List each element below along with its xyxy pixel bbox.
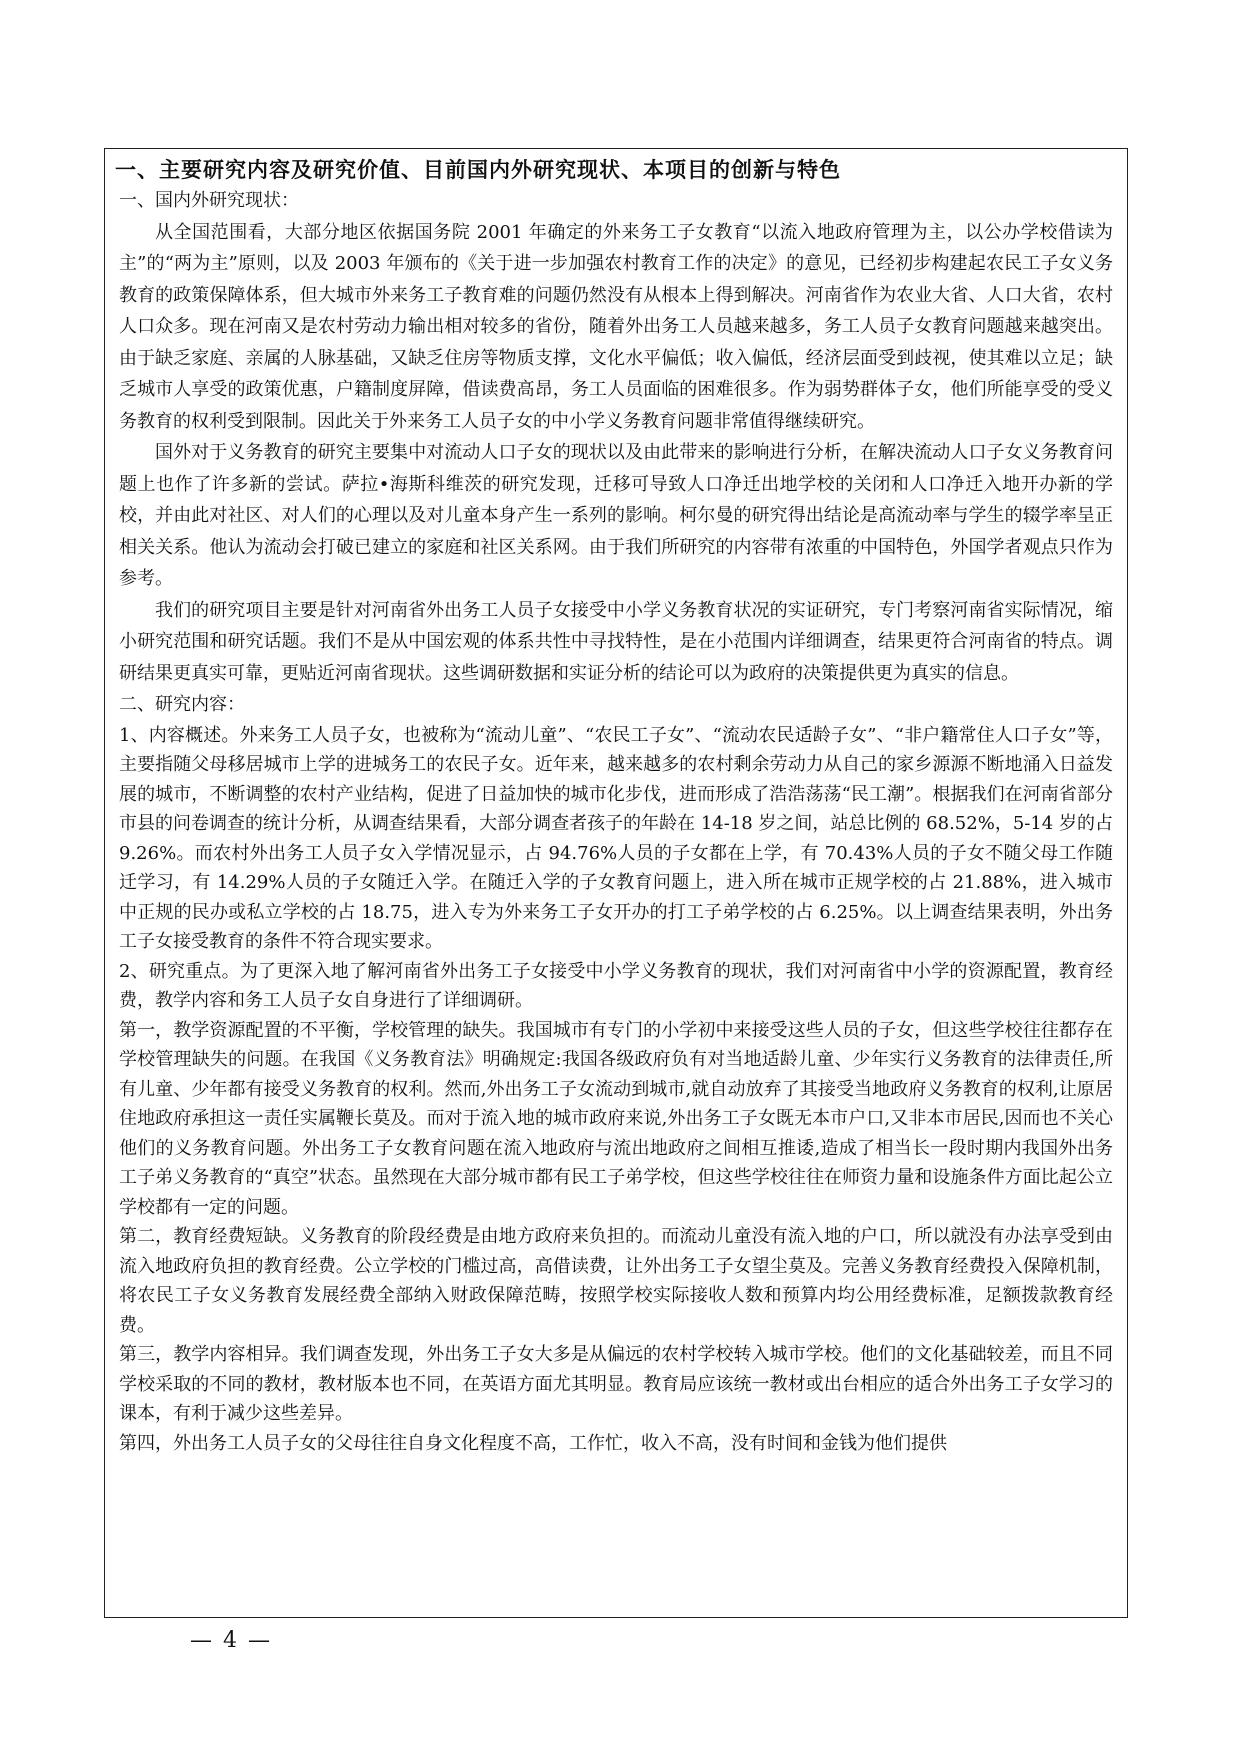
main-heading: 一、主要研究内容及研究价值、目前国内外研究现状、本项目的创新与特色 (115, 158, 841, 182)
section1-paragraph-1: 从全国范围看，大部分地区依据国务院 2001 年确定的外来务工子女教育“以流入地政府管理为主，以公办学校借读为主”的“两为主”原则，以及 2003 年颁布的《关于进一步加强农村教育工作的决定》的意见，已经初步构建起农民工子女义务教育的政策保障体系，但大城市外来务工子教育难的问题仍然没有从根本上得到解决。河南省作为农业大省、人口大省，农村人口众多。现在河南又是农村劳动力输出相对较多的省份，随着外出务工人员越来越多，务工人员子女教育问题越来越突出。由于缺乏家庭、亲属的人脉基础，又缺乏住房等物质支撑，文化水平偏低；收入偏低，经济层面受到歧视，使其难以立足；缺乏城市人享受的政策优惠，户籍制度屏障，借读费高昂，务工人员面临的困难很多。作为弱势群体子女，他们所能享受的受义务教育的权利受到限制。因此关于外来务工人员子女的中小学义务教育问题非常值得继续研究。 (119, 221, 1113, 432)
section1-title: 一、国内外研究现状： (119, 190, 299, 211)
section2-paragraph-5: 第三，教学内容相异。我们调查发现，外出务工子女大多是从偏远的农村学校转入城市学校。他们的文化基础较差，而且不同学校采取的不同的教材，教材版本也不同，在英语方面尤其明显。教育局应该统一教材或出台相应的适合外出务工子女学习的课本，有利于减少这些差异。 (119, 1344, 1113, 1424)
section2-paragraph-6: 第四，外出务工人员子女的父母往往自身文化程度不高，工作忙，收入不高，没有时间和金钱为他们提供 (119, 1432, 947, 1454)
section2-paragraph-1: 1、内容概述。外来务工人员子女，也被称为“流动儿童”、“农民工子女”、“流动农民适龄子女”、“非户籍常住人口子女”等，主要指随父母移居城市上学的进城务工的农民子女。近年来，越来越多的农村剩余劳动力从自己的家乡源源不断地涌入日益发展的城市，不断调整的农村产业结构，促进了日益加快的城市化步伐，进而形成了浩浩荡荡“民工潮”。根据我们在河南省部分市县的问卷调查的统计分析，从调查结果看，大部分调查者孩子的年龄在 14-18 岁之间，站总比例的 68.52%，5-14 岁的占 9.26%。而农村外出务工人员子女入学情况显示，占 94.76%人员的子女都在上学，有 70.43%人员的子女不随父母工作随迁学习，有 14.29%人员的子女随迁入学。在随迁入学的子女教育问题上，进入所在城市正规学校的占 21.88%，进入城市中正规的民办或私立学校的占 18.75，进入专为外来务工子女开办的打工子弟学校的占 6.25%。以上调查结果表明，外出务工子女接受教育的条件不符合现实要求。 (119, 724, 1113, 952)
content-frame (104, 148, 1128, 1618)
section2-paragraph-2: 2、研究重点。为了更深入地了解河南省外出务工子女接受中小学义务教育的现状，我们对河南省中小学的资源配置，教育经费，教学内容和务工人员子女自身进行了详细调研。 (119, 960, 1113, 1011)
section1-paragraph-3: 我们的研究项目主要是针对河南省外出务工人员子女接受中小学义务教育状况的实证研究，专门考察河南省实际情况，缩小研究范围和研究话题。我们不是从中国宏观的体系共性中寻找特性，是在小范围内详细调查，结果更符合河南省的特点。调研结果更真实可靠，更贴近河南省现状。这些调研数据和实证分析的结论可以为政府的决策提供更为真实的信息。 (119, 599, 1113, 684)
section2-paragraph-3: 第一，教学资源配置的不平衡，学校管理的缺失。我国城市有专门的小学初中来接受这些人员的子女，但这些学校往往都存在学校管理缺失的问题。在我国《义务教育法》明确规定:我国各级政府负有对当地适龄儿童、少年实行义务教育的法律责任,所有儿童、少年都有接受义务教育的权利。然而,外出务工子女流动到城市,就自动放弃了其接受当地政府义务教育的权利,让原居住地政府承担这一责任实属鞭长莫及。而对于流入地的城市政府来说,外出务工子女既无本市户口,又非本市居民,因而也不关心他们的义务教育问题。外出务工子女教育问题在流入地政府与流出地政府之间相互推诿,造成了相当长一段时期内我国外出务工子弟义务教育的“真空”状态。虽然现在大部分城市都有民工子弟学校，但这些学校往往在师资力量和设施条件方面比起公立学校都有一定的问题。 (119, 1019, 1113, 1218)
section2-paragraph-4: 第二，教育经费短缺。义务教育的阶段经费是由地方政府来负担的。而流动儿童没有流入地的户口，所以就没有办法享受到由流入地政府负担的教育经费。公立学校的门槛过高，高借读费，让外出务工子女望尘莫及。完善义务教育经费投入保障机制，将农民工子女义务教育发展经费全部纳入财政保障范畴，按照学校实际接收人数和预算内均公用经费标准，足额拨款教育经费。 (119, 1226, 1113, 1336)
page-number: — 4 — (190, 1628, 272, 1653)
section1-paragraph-2: 国外对于义务教育的研究主要集中对流动人口子女的现状以及由此带来的影响进行分析，在解决流动人口子女义务教育问题上也作了许多新的尝试。萨拉•海斯科维茨的研究发现，迁移可导致人口净迁出地学校的关闭和人口净迁入地开办新的学校，并由此对社区、对人们的心理以及对儿童本身产生一系列的影响。柯尔曼的研究得出结论是高流动率与学生的辍学率呈正相关关系。他认为流动会打破已建立的家庭和社区关系网。由于我们所研究的内容带有浓重的中国特色，外国学者观点只作为参考。 (119, 442, 1113, 589)
section2-title: 二、研究内容： (119, 694, 245, 715)
